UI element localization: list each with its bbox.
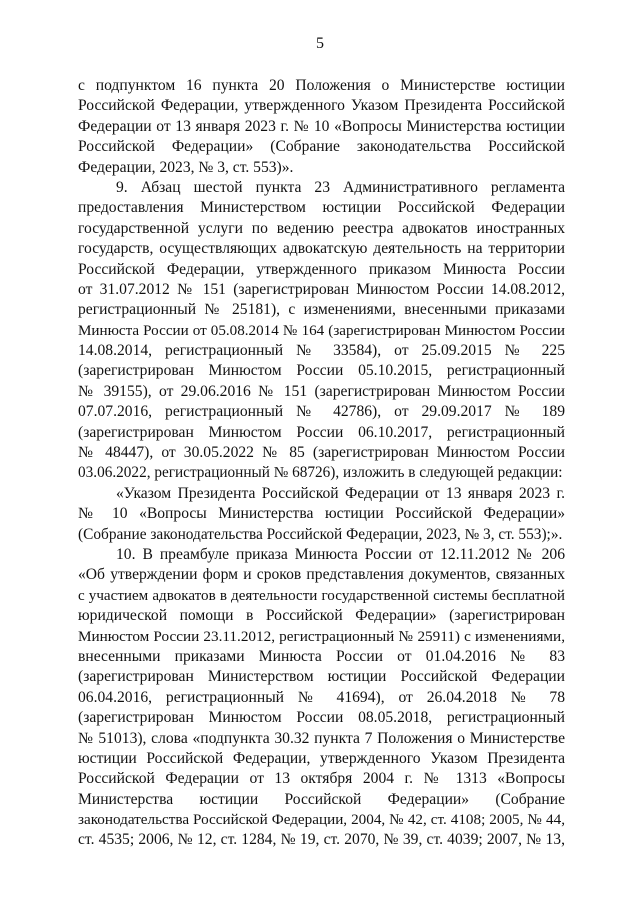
text-line: «Указом Президента Российской Федерации от 13 января 2023 г.: [116, 484, 565, 502]
text-line: государств, осуществляющих адвокатскую деятельность на территории: [78, 240, 565, 258]
text-line: № 10 «Вопросы Министерства юстиции Российской Федерации»: [78, 505, 565, 523]
text-line: № 39155), от 29.06.2016 № 151 (зарегистрирован Минюстом России: [78, 382, 565, 400]
text-line: ст. 4535; 2006, № 12, ст. 1284, № 19, ст. 2070, № 39, ст. 4039; 2007, № 13,: [78, 831, 565, 849]
text-line: № 51013), слова «подпункта 30.32 пункта 7 Положения о Министерстве: [78, 729, 565, 747]
text-line: Федерации, 2023, № 3, ст. 553)».: [78, 158, 294, 176]
text-line: Российской Федерации, утвержденного Указом Президента Российской: [78, 97, 565, 115]
text-line: Федерации от 13 января 2023 г. № 10 «Вопросы Министерства юстиции: [78, 117, 565, 135]
text-line: 03.06.2022, регистрационный № 68726), изложить в следующей редакции:: [78, 464, 563, 482]
text-line: Российской Федерации, утвержденного приказом Минюста России: [78, 260, 565, 278]
text-line: (зарегистрирован Минюстом России 06.10.2017, регистрационный: [78, 423, 565, 441]
text-line: законодательства Российской Федерации, 2004, № 42, ст. 4108; 2005, № 44,: [78, 811, 565, 829]
text-line: (зарегистрирован Министерством юстиции Российской Федерации: [78, 668, 565, 686]
text-line: предоставления Министерством юстиции Российской Федерации: [78, 199, 565, 217]
text-line: Минюстом России 23.11.2012, регистрационный № 25911) с изменениями,: [78, 627, 565, 645]
text-line: с подпунктом 16 пункта 20 Положения о Министерстве юстиции: [78, 77, 565, 94]
text-line: (Собрание законодательства Российской Федерации, 2023, № 3, ст. 553);».: [78, 525, 563, 543]
document-body: [78, 76, 565, 851]
text-line: 10. В преамбуле приказа Минюста России от 12.11.2012 № 206: [116, 545, 565, 563]
text-line: регистрационный № 25181), с изменениями, внесенными приказами: [78, 301, 565, 319]
text-line: Минюста России от 05.08.2014 № 164 (зарегистрирован Минюстом России: [78, 322, 565, 339]
text-line: Министерства юстиции Российской Федерации» (Собрание: [78, 790, 565, 808]
text-line: (зарегистрирован Минюстом России 05.10.2015, регистрационный: [78, 362, 565, 380]
text-line: от 31.07.2012 № 151 (зарегистрирован Минюстом России 14.08.2012,: [78, 280, 565, 298]
text-line: внесенными приказами Минюста России от 01.04.2016 № 83: [78, 647, 565, 665]
text-line: 9. Абзац шестой пункта 23 Административного регламента: [116, 178, 565, 196]
text-line: 14.08.2014, регистрационный № 33584), от 25.09.2015 № 225: [78, 342, 565, 360]
text-line: 06.04.2016, регистрационный № 41694), от 26.04.2018 № 78: [78, 688, 565, 706]
text-line: «Об утверждении форм и сроков представления документов, связанных: [78, 566, 565, 584]
text-line: 07.07.2016, регистрационный № 42786), от 29.09.2017 № 189: [78, 403, 565, 421]
text-line: государственной услуги по ведению реестра адвокатов иностранных: [78, 219, 565, 237]
page-number: 5: [316, 35, 324, 52]
text-line: Российской Федерации» (Собрание законодательства Российской: [78, 138, 565, 156]
text-line: № 48447), от 30.05.2022 № 85 (зарегистрирован Минюстом России: [78, 444, 565, 462]
text-line: юстиции Российской Федерации, утвержденного Указом Президента: [78, 749, 565, 767]
text-line: Российской Федерации от 13 октября 2004 г. № 1313 «Вопросы: [78, 770, 565, 788]
text-line: (зарегистрирован Минюстом России 08.05.2018, регистрационный: [78, 709, 565, 727]
text-line: с участием адвокатов в деятельности государственной системы бесплатной: [78, 587, 565, 604]
text-line: юридической помощи в Российской Федерации» (зарегистрирован: [78, 607, 565, 625]
